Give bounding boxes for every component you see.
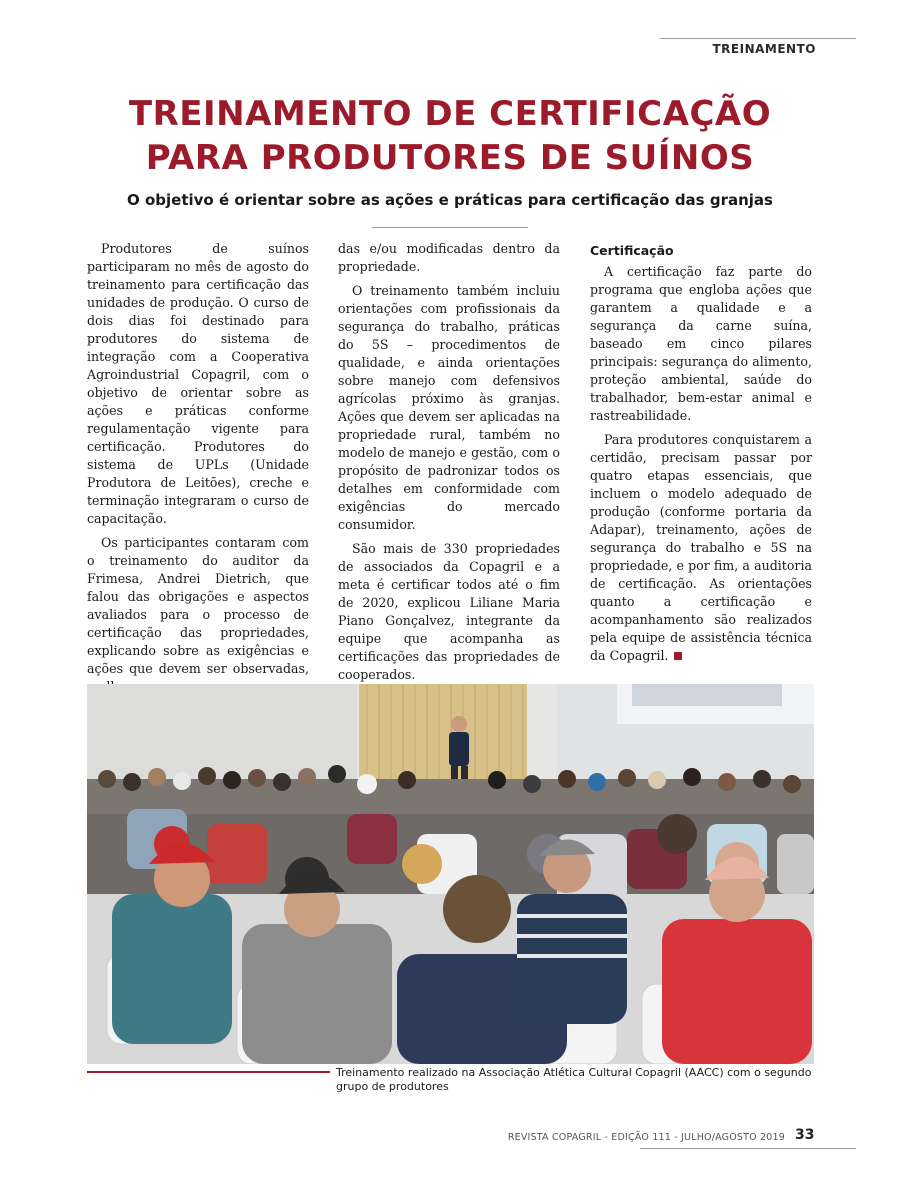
text-column-2 <box>338 240 560 690</box>
end-of-article-mark <box>674 652 682 660</box>
text-column-1 <box>87 240 309 702</box>
paragraph: Produtores de suínos participaram no mês de agosto do treinamento para certificação das unidades de produção. O curso de dois dias foi destinado para produtores do sistema de integração com a Cooperativa Agroindustrial Copagril, com o objetivo de orientar sobre as ações e práticas conforme regulamentação vigente para certificação. Produtores do sistema de UPLs (Unidade Produtora de Leitões), creche e terminação integraram o curso de capacitação. <box>87 241 309 526</box>
paragraph: São mais de 330 propriedades de associados da Copagril e a meta é certificar todos até o fim de 2020, explicou Liliane Maria Piano Gonçalvez, integrante da equipe que acompanha as certificações das propriedades de cooperados. <box>338 541 560 682</box>
footer-publication: REVISTA COPAGRIL - EDIÇÃO 111 - JULHO/AGOSTO 2019 <box>507 1132 785 1143</box>
page-number: 33 <box>795 1127 815 1143</box>
paragraph-text: Para produtores conquistarem a certidão, precisam passar por quatro etapas essenciais, que incluem o modelo adequado de produção (conforme portaria da Adapar), treinamento, ações de segurança do trabalho e 5S na propriedade, e por fim, a auditoria de certificação. As orientações quanto a certificação e acompanhamento são realizados pela equipe de assistência técnica da Copagril. <box>590 432 812 663</box>
text-column-3 <box>590 240 812 671</box>
paragraph: A certificação faz parte do programa que engloba ações que garantem a qualidade e a segurança da carne suína, baseado em cinco pilares principais: segurança do alimento, proteção ambiental, saúde do trabalhador, bem-estar animal e rastreabilidade. <box>590 264 812 423</box>
paragraph: Os participantes contaram com o treinamento do auditor da Frimesa, Andrei Dietrich, que falou das obrigações e aspectos avaliados para o processo de certificação das propriedades, explicando sobre as exigências e ações que devem ser observadas, <box>87 535 309 676</box>
section-label: TREINAMENTO <box>712 42 816 56</box>
section-heading: Certificação <box>590 243 674 258</box>
paragraph: O treinamento também incluiu orientações com profissionais da segurança do trabalho, práticas do 5S – procedimentos de qualidade, e ainda orientações sobre manejo com defensivos agrícolas próximo às granjas. Ações que devem ser aplicadas na propriedade rural, também no modelo de manejo e gestão, com o propósito de padronizar todos os detalhes em conformidade com exigências do mercado consumidor. <box>338 283 560 532</box>
photo-caption: Treinamento realizado na Associação Atlética Cultural Copagril (AACC) com o segundo grupo de produtores <box>336 1066 812 1093</box>
photo-illustration <box>87 684 814 1064</box>
paragraph <box>590 431 812 665</box>
subtitle-rule <box>372 227 528 228</box>
title-line-1: TREINAMENTO DE CERTIFICAÇÃO <box>128 94 772 134</box>
article-subtitle: O objetivo é orientar sobre as ações e práticas para certificação das granjas <box>127 191 773 209</box>
section-rule <box>660 38 856 39</box>
article-title <box>40 92 860 180</box>
article-photo <box>87 684 814 1064</box>
title-line-2: PARA PRODUTORES DE SUÍNOS <box>145 138 755 178</box>
paragraph: das e/ou modificadas dentro da propriedade. <box>338 241 560 274</box>
caption-rule <box>87 1071 330 1073</box>
footer-rule <box>640 1148 856 1149</box>
